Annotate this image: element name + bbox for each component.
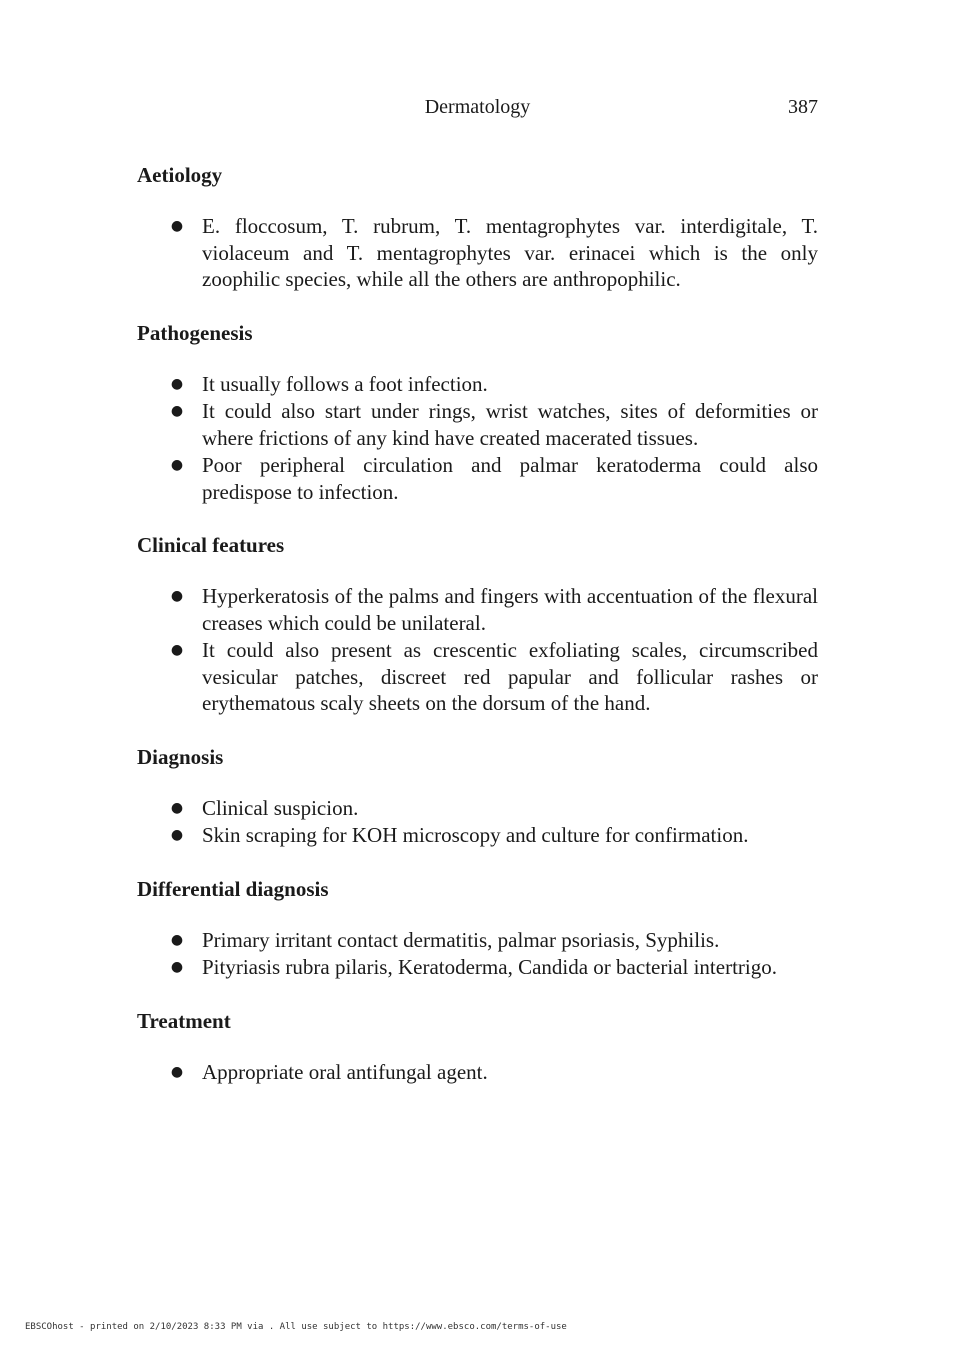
bullet-list bbox=[137, 927, 818, 981]
bullet-list bbox=[137, 795, 818, 849]
section-differential-diagnosis bbox=[137, 874, 818, 981]
bullet-icon: ● bbox=[170, 588, 184, 604]
bullet-icon: ● bbox=[170, 375, 184, 392]
section-aetiology bbox=[137, 160, 818, 293]
bullet-icon: ● bbox=[170, 642, 184, 658]
page-body bbox=[137, 160, 818, 1110]
list-item-text: It could also start under rings, wrist watches, sites of deformities or where frictions of any kind have created macerated tissues. bbox=[202, 399, 818, 450]
list-item bbox=[137, 583, 818, 636]
list-item bbox=[137, 213, 818, 293]
section-pathogenesis bbox=[137, 318, 818, 506]
page-number: 387 bbox=[788, 96, 818, 118]
section-heading: Clinical features bbox=[137, 533, 285, 557]
list-item-text: E. floccosum, T. rubrum, T. mentagrophytes var. interdigitale, T. violaceum and T. mentagrophytes var. erinacei which is the only zoophilic species, while all the others are anthropophilic. bbox=[202, 214, 818, 291]
bullet-icon: ● bbox=[170, 799, 184, 816]
list-item-text: Appropriate oral antifungal agent. bbox=[202, 1059, 488, 1084]
bullet-icon: ● bbox=[170, 959, 184, 975]
section-heading: Differential diagnosis bbox=[137, 876, 329, 901]
list-item-text: Skin scraping for KOH microscopy and culture for confirmation. bbox=[202, 823, 749, 847]
list-item-text: It usually follows a foot infection. bbox=[202, 371, 488, 396]
section-clinical-features bbox=[137, 530, 818, 717]
section-diagnosis bbox=[137, 742, 818, 849]
bullet-list bbox=[137, 371, 818, 506]
bullet-list bbox=[137, 213, 818, 293]
print-footer: EBSCOhost - printed on 2/10/2023 8:33 PM via . All use subject to https://www.ebsco.com/terms-of-use bbox=[25, 1322, 567, 1332]
bullet-icon: ● bbox=[170, 827, 184, 843]
section-heading: Treatment bbox=[137, 1008, 231, 1033]
list-item-text: Clinical suspicion. bbox=[202, 795, 359, 820]
bullet-icon: ● bbox=[170, 457, 184, 473]
list-item-text: Pityriasis rubra pilaris, Keratoderma, Candida or bacterial intertrigo. bbox=[202, 955, 777, 979]
list-item-text: Primary irritant contact dermatitis, palmar psoriasis, Syphilis. bbox=[202, 927, 720, 952]
list-item bbox=[137, 954, 818, 981]
list-item bbox=[137, 1059, 818, 1086]
section-heading: Aetiology bbox=[137, 163, 223, 187]
running-title: Dermatology bbox=[424, 96, 531, 118]
list-item bbox=[137, 795, 818, 822]
bullet-list bbox=[137, 583, 818, 717]
bullet-list bbox=[137, 1059, 818, 1086]
list-item bbox=[137, 637, 818, 717]
list-item-text: It could also present as crescentic exfoliating scales, circumscribed vesicular patches, discreet red papular and follicular rashes or erythematous scaly sheets on the dorsum of the hand. bbox=[202, 638, 818, 715]
section-treatment bbox=[137, 1006, 818, 1086]
section-heading: Diagnosis bbox=[137, 744, 224, 769]
section-heading: Pathogenesis bbox=[137, 320, 253, 345]
list-item bbox=[137, 398, 818, 451]
bullet-icon: ● bbox=[170, 403, 184, 419]
running-header bbox=[0, 96, 955, 122]
list-item bbox=[137, 822, 818, 849]
list-item-text: Hyperkeratosis of the palms and fingers with accentuation of the flexural creases which could be unilateral. bbox=[202, 584, 818, 635]
bullet-icon: ● bbox=[170, 1063, 184, 1080]
list-item bbox=[137, 927, 818, 954]
list-item-text: Poor peripheral circulation and palmar keratoderma could also predispose to infection. bbox=[202, 453, 818, 504]
list-item bbox=[137, 452, 818, 505]
bullet-icon: ● bbox=[170, 218, 184, 234]
list-item bbox=[137, 371, 818, 398]
bullet-icon: ● bbox=[170, 931, 184, 948]
